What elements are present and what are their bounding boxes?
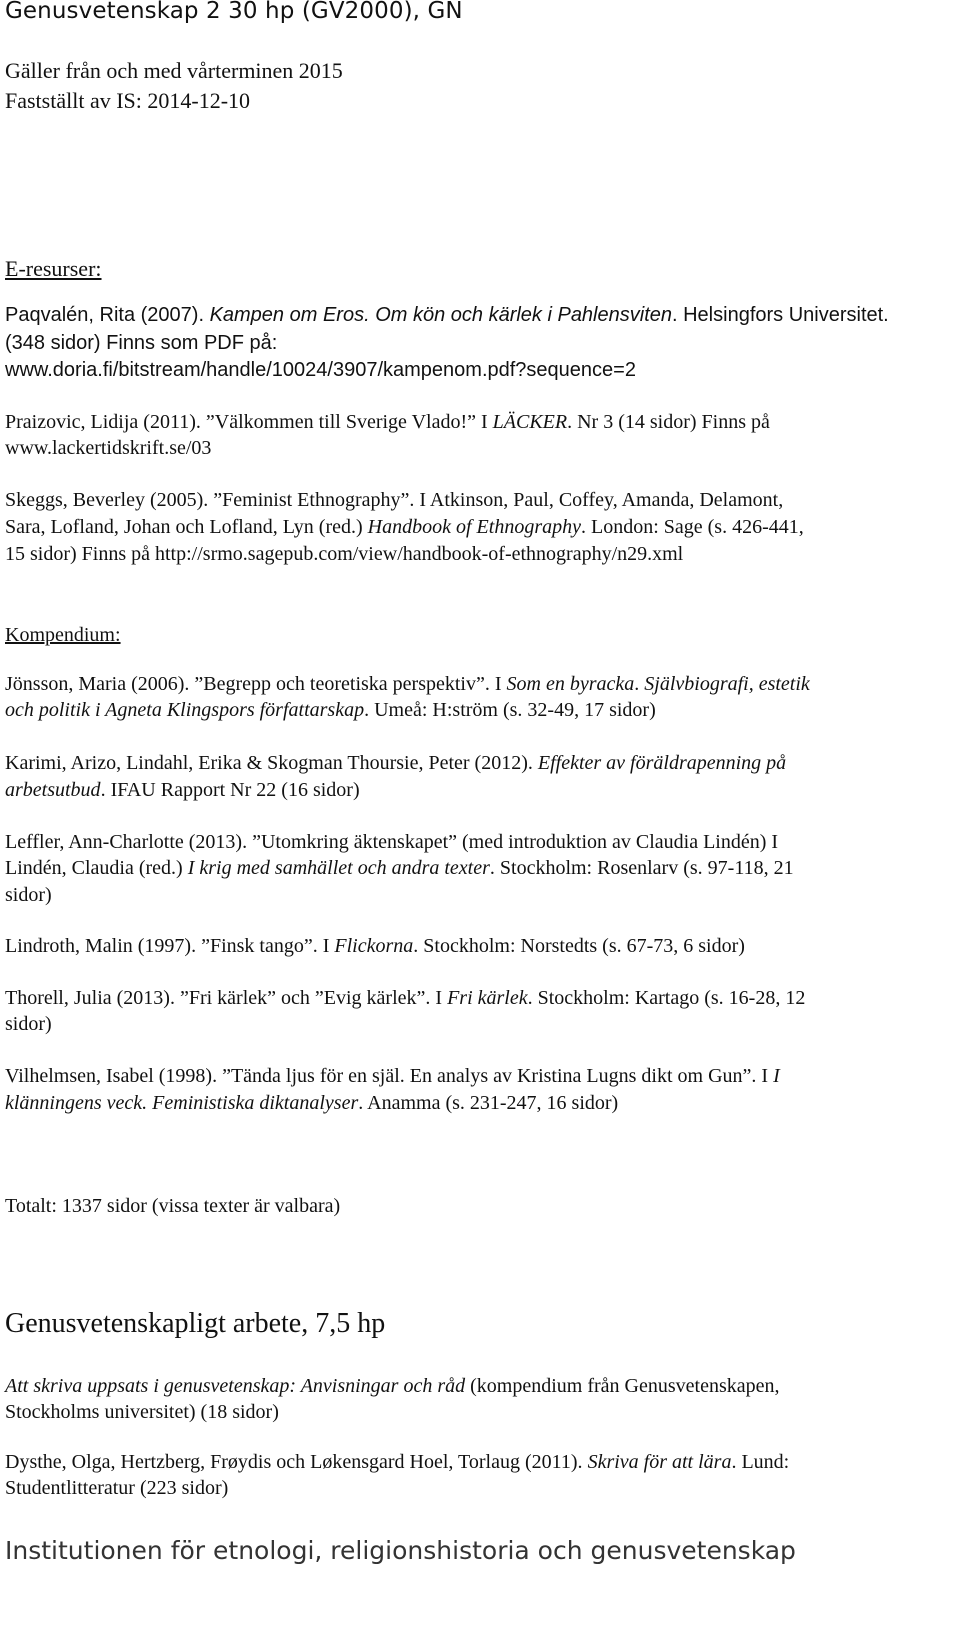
- e-ref-skeggs-line2: Sara, Lofland, Johan och Lofland, Lyn (red.) Handbook of Ethnography. London: Sage (s. 426-441,: [5, 516, 804, 538]
- comp-ref-thorell-line1: Thorell, Julia (2013). ”Fri kärlek” och ”Evig kärlek”. I Fri kärlek. Stockholm: Kartago (s. 16-28, 12: [5, 987, 806, 1009]
- comp-ref-jonsson-line2: och politik i Agneta Klingspors författarskap. Umeå: H:ström (s. 32-49, 17 sidor): [5, 699, 656, 721]
- s2-ref-uppsats-line1: Att skriva uppsats i genusvetenskap: Anvisningar och råd (kompendium från Genusvetenskapen,: [5, 1375, 780, 1397]
- lackertidskrift-link[interactable]: www.lackertidskrift.se/03: [5, 437, 212, 459]
- decided-date: Fastställt av IS: 2014-12-10: [5, 88, 251, 113]
- e-ref-paqvalen-link[interactable]: [5, 359, 960, 382]
- section-heading-genusvetenskapligt-arbete: Genusvetenskapligt arbete, 7,5 hp: [5, 1308, 386, 1339]
- e-ref-praizovic-link[interactable]: [5, 434, 960, 462]
- comp-ref-vilhelmsen-line2: klänningens veck. Feministiska diktanalyser. Anamma (s. 231-247, 16 sidor): [5, 1092, 619, 1114]
- page-title: Genusvetenskap 2 30 hp (GV2000), GN: [5, 0, 463, 24]
- valid-from: Gäller från och med vårterminen 2015: [5, 58, 343, 83]
- e-ref-praizovic-line1: Praizovic, Lidija (2011). ”Välkommen till Sverige Vlado!” I LÄCKER. Nr 3 (14 sidor) Finns på: [5, 411, 770, 433]
- s2-ref-dysthe-line2: Studentlitteratur (223 sidor): [5, 1477, 229, 1499]
- comp-ref-thorell-line2: sidor): [5, 1013, 52, 1035]
- comp-ref-karimi-line2: arbetsutbud. IFAU Rapport Nr 22 (16 sidor): [5, 779, 360, 801]
- comp-ref-lindroth: Lindroth, Malin (1997). ”Finsk tango”. I Flickorna. Stockholm: Norstedts (s. 67-73, 6 sidor): [5, 935, 745, 957]
- e-ref-paqvalen-line2: (348 sidor) Finns som PDF på:: [5, 332, 278, 354]
- e-ref-paqvalen-line1: Paqvalén, Rita (2007). Kampen om Eros. Om kön och kärlek i Pahlensviten. Helsingfors Universitet.: [5, 304, 889, 326]
- comp-ref-karimi-line1: Karimi, Arizo, Lindahl, Erika & Skogman Thoursie, Peter (2012). Effekter av föräldrapenning på: [5, 752, 787, 774]
- e-ref-skeggs-line3: 15 sidor) Finns på http://srmo.sagepub.com/view/handbook-of-ethnography/n29.xml: [5, 543, 684, 565]
- comp-ref-vilhelmsen-line1: Vilhelmsen, Isabel (1998). ”Tända ljus för en själ. En analys av Kristina Lugns dikt om Gun”. I I: [5, 1065, 780, 1087]
- e-resources-heading: E-resurser:: [5, 256, 102, 281]
- comp-ref-leffler-line1: Leffler, Ann-Charlotte (2013). ”Utomkring äktenskapet” (med introduktion av Claudia Lindén) I: [5, 831, 779, 853]
- e-ref-skeggs-line1: Skeggs, Beverley (2005). ”Feminist Ethnography”. I Atkinson, Paul, Coffey, Amanda, Delamont,: [5, 489, 784, 511]
- comp-ref-leffler-line3: sidor): [5, 884, 52, 906]
- compendium-heading: Kompendium:: [5, 624, 121, 646]
- comp-ref-leffler-line2: Lindén, Claudia (red.) I krig med samhället och andra texter. Stockholm: Rosenlarv (s. 97-118, 21: [5, 857, 794, 879]
- total-pages: Totalt: 1337 sidor (vissa texter är valbara): [5, 1195, 341, 1217]
- page-footer: Institutionen för etnologi, religionshistoria och genusvetenskap: [5, 1536, 796, 1565]
- comp-ref-jonsson-line1: Jönsson, Maria (2006). ”Begrepp och teoretiska perspektiv”. I Som en byracka. Självbiografi, estetik: [5, 673, 810, 695]
- doria-link[interactable]: www.doria.fi/bitstream/handle/10024/3907/kampenom.pdf?sequence=2: [5, 359, 636, 381]
- s2-ref-uppsats-line2: Stockholms universitet) (18 sidor): [5, 1401, 279, 1423]
- s2-ref-dysthe-line1: Dysthe, Olga, Hertzberg, Frøydis och Løkensgard Hoel, Torlaug (2011). Skriva för att lära. Lund:: [5, 1451, 790, 1473]
